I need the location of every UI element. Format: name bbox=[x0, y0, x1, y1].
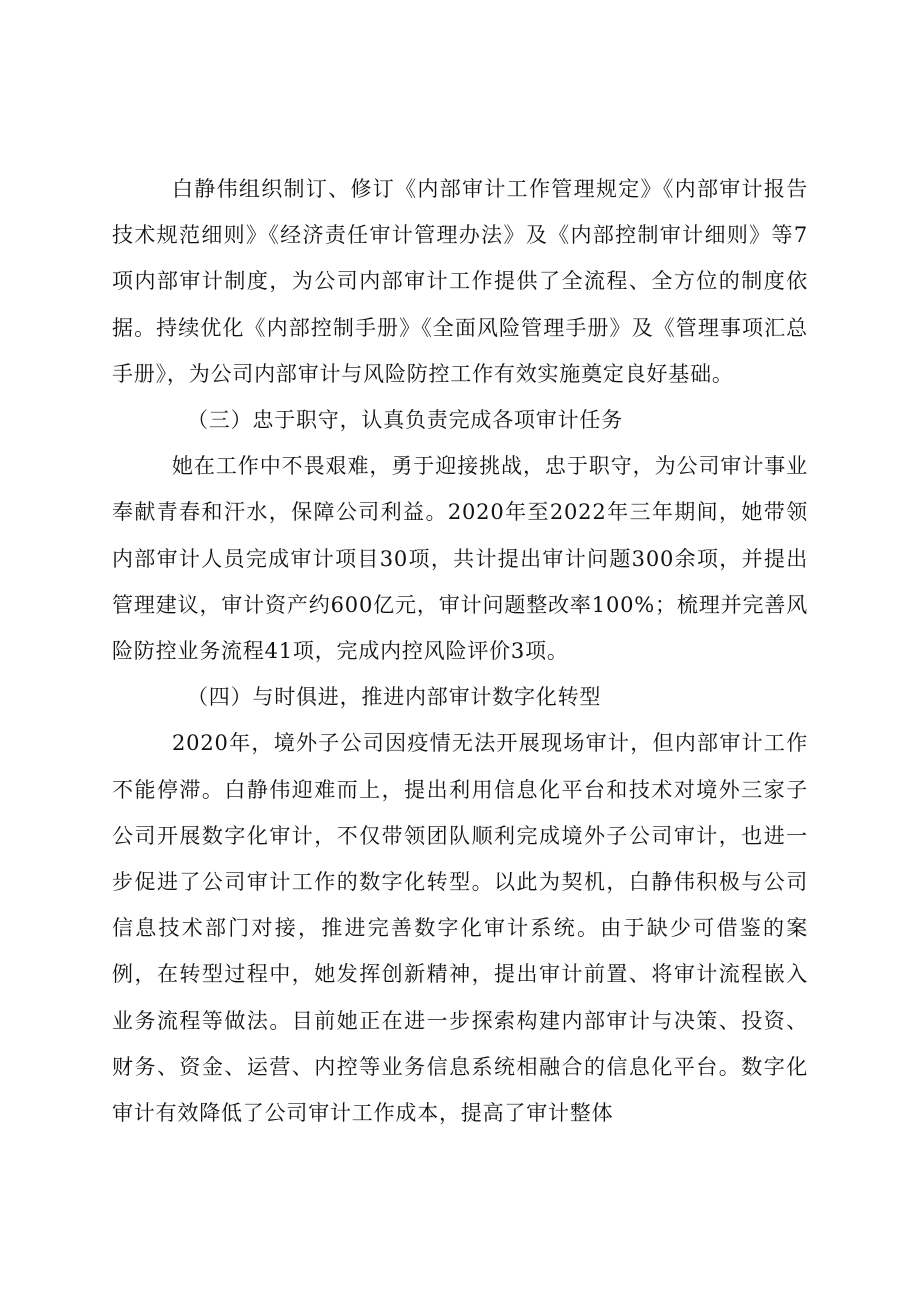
paragraph-audit-regulations: 白静伟组织制订、修订《内部审计工作管理规定》《内部审计报告技术规范细则》《经济责任审计管理办法》及《内部控制审计细则》等7项内部审计制度，为公司内部审计工作提供了全流程、全方位的制度依据。持续优化《内部控制手册》《全面风险管理手册》及《管理事项汇总手册》，为公司内部审计与风险防控工作有效实施奠定良好基础。 bbox=[112, 177, 808, 386]
paragraph-audit-tasks: 她在工作中不畏艰难，勇于迎接挑战，忠于职守，为公司审计事业奉献青春和汗水，保障公司利益。2020年至2022年三年期间，她带领内部审计人员完成审计项目30项，共计提出审计问题300余项，并提出管理建议，审计资产约600亿元，审计问题整改率100%；梳理并完善风险防控业务流程41项，完成内控风险评价3项。 bbox=[112, 454, 808, 664]
section-heading-3: （三）忠于职守，认真负责完成各项审计任务 bbox=[187, 408, 623, 433]
paragraph-digital-transformation: 2020年，境外子公司因疫情无法开展现场审计，但内部审计工作不能停滞。白静伟迎难而上，提出利用信息化平台和技术对境外三家子公司开展数字化审计，不仅带领团队顺利完成境外子公司审计，也进一步促进了公司审计工作的数字化转型。以此为契机，白静伟积极与公司信息技术部门对接，推进完善数字化审计系统。由于缺少可借鉴的案例，在转型过程中，她发挥创新精神，提出审计前置、将审计流程嵌入业务流程等做法。目前她正在进一步探索构建内部审计与决策、投资、财务、资金、运营、内控等业务信息系统相融合的信息化平台。数字化审计有效降低了公司审计工作成本，提高了审计整体 bbox=[112, 731, 808, 1126]
document-body bbox=[112, 166, 808, 1136]
section-heading-4: （四）与时俱进，推进内部审计数字化转型 bbox=[187, 685, 602, 710]
